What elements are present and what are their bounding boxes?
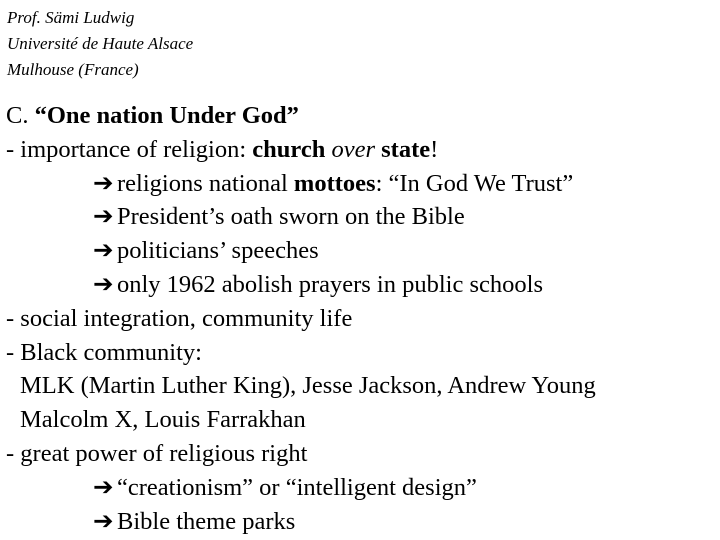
arrow-icon: ➔ — [93, 169, 114, 197]
sub-text: only 1962 abolish prayers in public schools — [117, 270, 543, 298]
bullet-religious-right: - great power of religious right — [6, 439, 308, 467]
bullet-black-community: - Black community: — [6, 338, 202, 366]
title-prefix: C. — [6, 102, 35, 129]
arrow-icon: ➔ — [93, 237, 114, 265]
sub-text: religions national — [117, 169, 294, 197]
over-italic: over — [331, 135, 376, 163]
arrow-icon: ➔ — [93, 203, 114, 231]
sub-text: Bible theme parks — [117, 507, 296, 535]
sub-text: President’s oath sworn on the Bible — [117, 203, 465, 231]
sub-item-creationism — [6, 471, 596, 505]
university-name: Université de Haute Alsace — [7, 34, 194, 53]
sub-item-theme-parks — [6, 505, 596, 539]
sub-text: “creationism” or “intelligent design” — [117, 473, 477, 501]
slide-title — [6, 99, 596, 133]
arrow-icon: ➔ — [93, 473, 114, 501]
exclamation: ! — [430, 135, 439, 163]
sub-item-prayers — [6, 268, 596, 302]
arrow-icon: ➔ — [93, 507, 114, 535]
state-bold: state — [381, 135, 431, 163]
bullet-social-integration: - social integration, community life — [6, 304, 353, 332]
bullet-religion-importance — [6, 133, 596, 167]
sub-text: : “In God We Trust” — [375, 169, 574, 197]
title-text: “One nation Under God” — [34, 102, 299, 129]
church-bold: church — [252, 135, 326, 163]
arrow-icon: ➔ — [93, 270, 114, 298]
author-header — [7, 5, 193, 83]
sub-item-oath — [6, 200, 596, 234]
sub-text: politicians’ speeches — [117, 237, 319, 265]
bullet-text: - importance of religion: — [6, 135, 253, 163]
mottoes-bold: mottoes — [293, 169, 376, 197]
slide-body — [6, 99, 596, 538]
sub-item-speeches — [6, 234, 596, 268]
names-line-1: MLK (Martin Luther King), Jesse Jackson, Andrew Young — [20, 372, 596, 400]
sub-item-mottoes — [6, 167, 596, 201]
location: Mulhouse (France) — [7, 60, 139, 79]
names-line-2: Malcolm X, Louis Farrakhan — [20, 406, 306, 434]
author-name: Prof. Sämi Ludwig — [7, 8, 135, 27]
